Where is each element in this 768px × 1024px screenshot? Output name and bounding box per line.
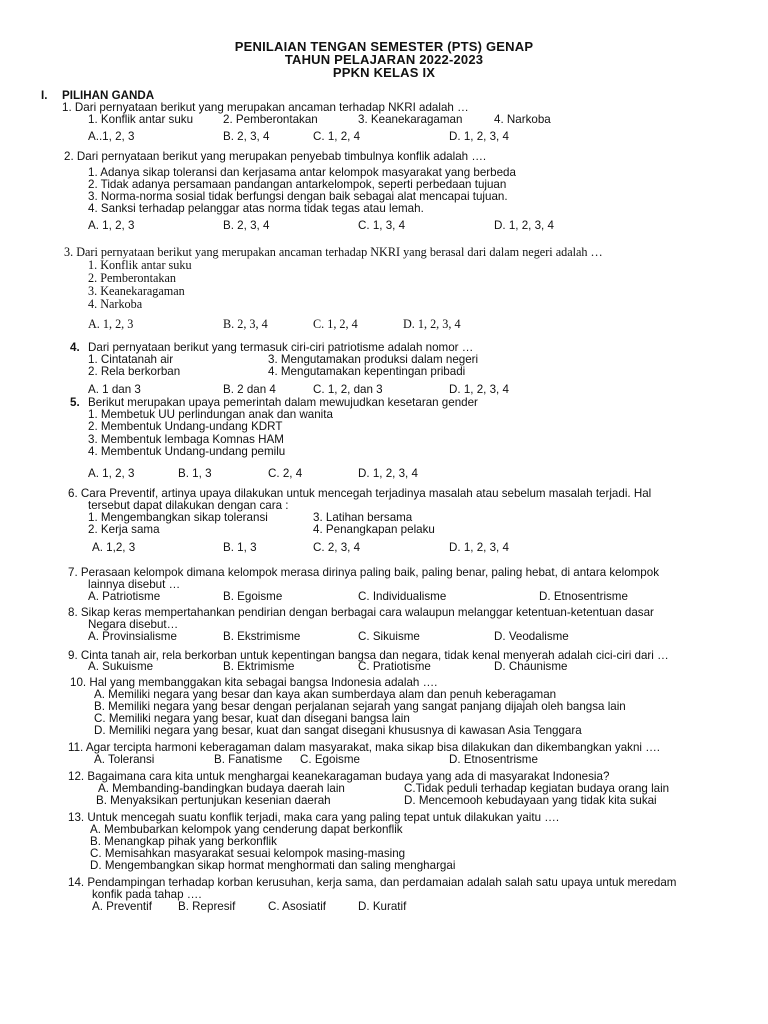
question-7-option-a: A. Patriotisme: [88, 590, 161, 603]
question-11-option-a: A. Toleransi: [94, 753, 155, 766]
question-8-option-c: C. Sikuisme: [358, 630, 420, 643]
question-11-option-d: D. Etnosentrisme: [449, 753, 538, 766]
question-4-item-1: 1. Cintatanah air: [88, 353, 174, 366]
question-5-item-1: 1. Membetuk UU perlindungan anak dan wanita: [88, 408, 333, 421]
question-5-item-2: 2. Membentuk Undang-undang KDRT: [88, 420, 283, 433]
question-14-option-c: C. Asosiatif: [268, 900, 326, 913]
question-3-option-c: C. 1, 2, 4: [313, 317, 358, 331]
question-1-item-3: 3. Keanekaragaman: [358, 113, 463, 126]
question-5-number: 5.: [70, 396, 80, 409]
question-8-text: 8. Sikap keras mempertahankan pendirian dengan berbagai cara walaupun melanggar ketentuan-ketentuan dasar: [68, 606, 654, 619]
question-5-item-4: 4. Membentuk Undang-undang pemilu: [88, 445, 286, 458]
question-1-option-a: A..1, 2, 3: [88, 130, 135, 143]
question-11-option-b: B. Fanatisme: [214, 753, 283, 766]
question-7-text-cont: lainnya disebut …: [88, 578, 181, 591]
question-12-option-b: B. Menyaksikan pertunjukan kesenian daerah: [96, 794, 331, 807]
question-1-item-2: 2. Pemberontakan: [223, 113, 318, 126]
question-2-text: 2. Dari pernyataan berikut yang merupakan penyebab timbulnya konflik adalah ….: [64, 150, 487, 163]
question-2-item-2: 2. Tidak adanya persamaan pandangan antarkelompok, seperti perbedaan tujuan: [88, 178, 507, 191]
question-13-option-d: D. Mengembangkan sikap hormat menghormati dan saling menghargai: [90, 859, 456, 872]
question-4-number: 4.: [70, 341, 80, 354]
question-10-text: 10. Hal yang membanggakan kita sebagai bangsa Indonesia adalah ….: [70, 676, 438, 689]
question-8-option-d: D. Veodalisme: [494, 630, 569, 643]
question-1-item-1: 1. Konflik antar suku: [88, 113, 194, 126]
question-9-option-b: B. Ektrimisme: [223, 660, 295, 673]
question-3-item-2: 2. Pemberontakan: [88, 271, 176, 285]
question-7-option-c: C. Individualisme: [358, 590, 447, 603]
question-12-option-c: C.Tidak peduli terhadap kegiatan budaya orang lain: [404, 782, 670, 795]
subject-class: PPKN KELAS IX: [332, 65, 436, 80]
question-14-option-d: D. Kuratif: [358, 900, 407, 913]
question-4-item-4: 4. Mengutamakan kepentingan pribadi: [268, 365, 466, 378]
question-6-option-b: B. 1, 3: [223, 541, 257, 554]
question-3-item-4: 4. Narkoba: [88, 297, 143, 311]
section-title: PILIHAN GANDA: [62, 89, 155, 102]
question-4-text: Dari pernyataan berikut yang termasuk ciri-ciri patriotisme adalah nomor …: [88, 341, 474, 354]
question-5-item-3: 3. Membentuk lembaga Komnas HAM: [88, 433, 284, 446]
question-10-option-b: B. Memiliki negara yang besar dengan perjalanan sejarah yang sangat panjang dijajah oleh bangsa lain: [94, 700, 626, 713]
question-10-option-c: C. Memiliki negara yang besar, kuat dan disegani bangsa lain: [94, 712, 410, 725]
question-13-text: 13. Untuk mencegah suatu konflik terjadi, maka cara yang paling tepat untuk dilakukan yaitu ….: [68, 811, 560, 824]
question-12-option-d: D. Mencemooh kebudayaan yang tidak kita sukai: [404, 794, 657, 807]
question-6-option-d: D. 1, 2, 3, 4: [449, 541, 509, 554]
question-3-option-a: A. 1, 2, 3: [88, 317, 134, 331]
question-4-option-d: D. 1, 2, 3, 4: [449, 383, 509, 396]
question-3-text: 3. Dari pernyataan berikut yang merupakan ancaman terhadap NKRI yang berasal dari dalam negeri adalah …: [64, 245, 603, 259]
question-10-option-d: D. Memiliki negara yang besar, kuat dan sangat disegani khususnya di kawasan Asia Tenggara: [94, 724, 582, 737]
question-9-text: 9. Cinta tanah air, rela berkorban untuk kepentingan bangsa dan negara, tidak kenal menyerah adalah cici-ciri dari …: [68, 649, 669, 662]
question-4-option-a: A. 1 dan 3: [88, 383, 141, 396]
section-number: I.: [41, 89, 48, 102]
question-2-option-d: D. 1, 2, 3, 4: [494, 219, 554, 232]
question-8-text-cont: Negara disebut…: [88, 618, 179, 631]
question-6-option-c: C. 2, 3, 4: [313, 541, 361, 554]
question-13-option-c: C. Memisahkan masyarakat sesuai kelompok masing-masing: [90, 847, 406, 860]
question-1-option-b: B. 2, 3, 4: [223, 130, 270, 143]
question-2-item-1: 1. Adanya sikap toleransi dan kerjasama antar kelompok masyarakat yang berbeda: [88, 166, 516, 179]
question-7-option-d: D. Etnosentrisme: [539, 590, 628, 603]
question-2-item-4: 4. Sanksi terhadap pelanggar atas norma tidak tegas atau lemah.: [88, 202, 424, 215]
question-4-option-b: B. 2 dan 4: [223, 383, 276, 396]
question-12-option-a: A. Membanding-bandingkan budaya daerah lain: [98, 782, 345, 795]
question-10-option-a: A. Memiliki negara yang besar dan kaya akan sumberdaya alam dan penuh keberagaman: [94, 688, 557, 701]
question-1-item-4: 4. Narkoba: [494, 113, 551, 126]
question-13-option-a: A. Membubarkan kelompok yang cenderung dapat berkonflik: [90, 823, 403, 836]
question-5-option-a: A. 1, 2, 3: [88, 467, 135, 480]
question-6-item-4: 4. Penangkapan pelaku: [313, 523, 435, 536]
question-7-text: 7. Perasaan kelompok dimana kelompok merasa dirinya paling baik, paling benar, paling hebat, di antara kelompok: [68, 566, 659, 579]
question-6-text: 6. Cara Preventif, artinya upaya dilakukan untuk mencegah terjadinya masalah atau sebelum masalah terjadi. Hal: [68, 487, 652, 500]
question-5-text: Berikut merupakan upaya pemerintah dalam mewujudkan kesetaran gender: [88, 396, 478, 409]
question-6-text-cont: tersebut dapat dilakukan dengan cara :: [88, 499, 289, 512]
question-5-option-b: B. 1, 3: [178, 467, 212, 480]
question-3-option-d: D. 1, 2, 3, 4: [403, 317, 461, 331]
question-5-option-d: D. 1, 2, 3, 4: [358, 467, 418, 480]
question-8-option-a: A. Provinsialisme: [88, 630, 177, 643]
question-9-option-c: C. Pratiotisme: [358, 660, 431, 673]
question-1-text: 1. Dari pernyataan berikut yang merupakan ancaman terhadap NKRI adalah …: [62, 101, 469, 114]
question-14-text-cont: konfik pada tahap ….: [92, 888, 202, 901]
exam-title: PENILAIAN TENGAN SEMESTER (PTS) GENAP: [234, 39, 534, 54]
question-6-option-a: A. 1,2, 3: [92, 541, 136, 554]
question-14-text: 14. Pendampingan terhadap korban kerusuhan, kerja sama, dan perdamaian adalah salah satu upaya untuk meredam: [68, 876, 677, 889]
question-3-item-3: 3. Keanekaragaman: [88, 284, 185, 298]
question-2-option-b: B. 2, 3, 4: [223, 219, 270, 232]
question-13-option-b: B. Menangkap pihak yang berkonflik: [90, 835, 277, 848]
question-11-text: 11. Agar tercipta harmoni keberagaman dalam masyarakat, maka sikap bisa dilakukan dan dikembangkan yakni ….: [68, 741, 661, 754]
question-9-option-a: A. Sukuisme: [88, 660, 154, 673]
question-7-option-b: B. Egoisme: [223, 590, 283, 603]
question-14-option-b: B. Represif: [178, 900, 236, 913]
question-2-option-c: C. 1, 3, 4: [358, 219, 406, 232]
question-4-item-3: 3. Mengutamakan produksi dalam negeri: [268, 353, 479, 366]
question-6-item-1: 1. Mengembangkan sikap toleransi: [88, 511, 268, 524]
question-9-option-d: D. Chaunisme: [494, 660, 568, 673]
question-2-item-3: 3. Norma-norma sosial tidak berfungsi dengan baik sebagai alat mencapai tujuan.: [88, 190, 508, 203]
question-11-option-c: C. Egoisme: [300, 753, 360, 766]
question-3-option-b: B. 2, 3, 4: [223, 317, 268, 331]
question-8-option-b: B. Ekstrimisme: [223, 630, 301, 643]
question-6-item-3: 3. Latihan bersama: [313, 511, 413, 524]
question-5-option-c: C. 2, 4: [268, 467, 303, 480]
question-14-option-a: A. Preventif: [92, 900, 152, 913]
question-1-option-d: D. 1, 2, 3, 4: [449, 130, 509, 143]
question-12-text: 12. Bagaimana cara kita untuk menghargai keanekaragaman budaya yang ada di masyarakat Indonesia?: [68, 770, 610, 783]
question-2-option-a: A. 1, 2, 3: [88, 219, 135, 232]
question-1-option-c: C. 1, 2, 4: [313, 130, 361, 143]
question-4-item-2: 2. Rela berkorban: [88, 365, 181, 378]
question-6-item-2: 2. Kerja sama: [88, 523, 160, 536]
question-3-item-1: 1. Konflik antar suku: [88, 258, 192, 272]
question-4-option-c: C. 1, 2, dan 3: [313, 383, 383, 396]
academic-year: TAHUN PELAJARAN 2022-2023: [284, 52, 484, 67]
